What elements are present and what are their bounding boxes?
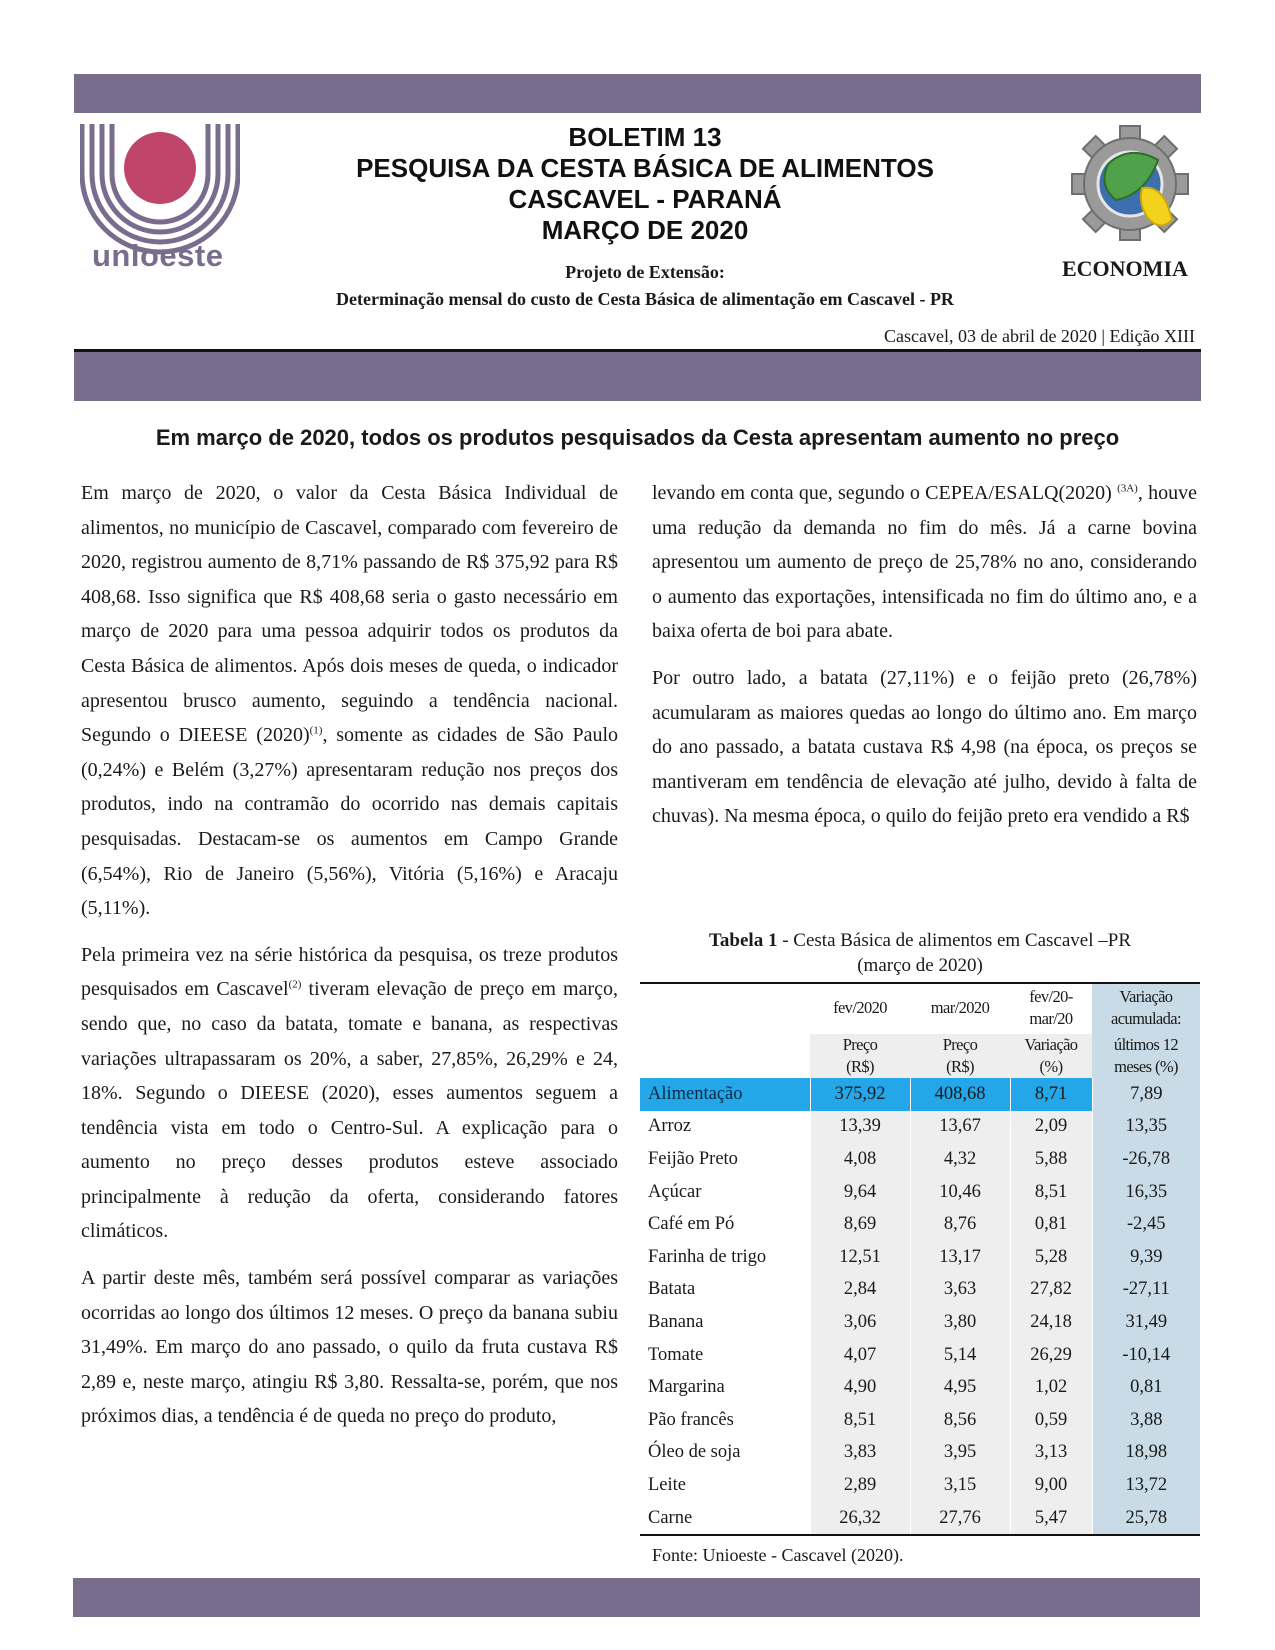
variation-12m: -26,78 — [1092, 1143, 1200, 1176]
variation-month: 8,51 — [1010, 1176, 1092, 1209]
price-mar: 13,17 — [910, 1241, 1010, 1274]
item-name: Leite — [648, 1474, 687, 1495]
price-mar: 8,56 — [910, 1404, 1010, 1437]
variation-month: 5,88 — [1010, 1143, 1092, 1176]
table-row — [640, 1306, 1200, 1339]
table-row — [640, 1371, 1200, 1404]
price-mar: 408,68 — [910, 1078, 1010, 1111]
variation-month: 5,47 — [1010, 1502, 1092, 1536]
price-fev: 2,84 — [810, 1274, 910, 1307]
top-band — [74, 74, 1201, 113]
header-acc-12m: últimos 12 meses (%) — [1092, 1034, 1200, 1078]
price-fev: 2,89 — [810, 1469, 910, 1502]
price-fev: 13,39 — [810, 1111, 910, 1144]
table-row — [640, 1143, 1200, 1176]
article-column-left — [81, 476, 618, 1446]
price-fev: 4,07 — [810, 1339, 910, 1372]
variation-12m: -10,14 — [1092, 1339, 1200, 1372]
variation-12m: 0,81 — [1092, 1371, 1200, 1404]
item-name: Pão francês — [648, 1409, 734, 1430]
variation-month: 0,81 — [1010, 1208, 1092, 1241]
table-row — [640, 1111, 1200, 1144]
table-row — [640, 1176, 1200, 1209]
price-fev: 375,92 — [810, 1078, 910, 1111]
price-mar: 3,15 — [910, 1469, 1010, 1502]
item-name: Arroz — [648, 1116, 692, 1137]
bottom-band — [73, 1578, 1200, 1617]
variation-12m: -2,45 — [1092, 1208, 1200, 1241]
header-var-period: fev/20- mar/20 — [1029, 987, 1073, 1028]
paragraph-3: A partir deste mês, também será possível comparar as variações ocorridas ao longo dos últimos 12 meses. O preço da banana subiu 31,49%. Em março do ano passado, o quilo da fruta custava R$ 2,89 e, neste março, atingiu R$ 3,80. Ressalta-se, porém, que nos próximos dias, a tendência é de queda no preço do produto, — [81, 1267, 618, 1428]
item-name: Carne — [640, 1502, 810, 1536]
table-row — [640, 1241, 1200, 1274]
item-name: Alimentação — [640, 1078, 810, 1111]
variation-month: 24,18 — [1010, 1306, 1092, 1339]
variation-12m: 18,98 — [1092, 1437, 1200, 1470]
table-row — [640, 1339, 1200, 1372]
price-mar: 4,95 — [910, 1371, 1010, 1404]
variation-month: 9,00 — [1010, 1469, 1092, 1502]
headline: Em março de 2020, todos os produtos pesquisados da Cesta apresentam aumento no preço — [155, 425, 1120, 450]
month-title: MARÇO DE 2020 — [541, 215, 749, 245]
item-name: Banana — [648, 1311, 704, 1332]
variation-month: 2,09 — [1010, 1111, 1092, 1144]
article-column-right — [652, 476, 1197, 846]
header-acc-label: Variação acumulada: — [1092, 983, 1200, 1034]
variation-12m: 31,49 — [1092, 1306, 1200, 1339]
dateline: Cascavel, 03 de abril de 2020 | Edição XIII — [884, 326, 1195, 346]
variation-12m: 13,72 — [1092, 1469, 1200, 1502]
header-price-mar: Preço (R$) — [910, 1034, 1010, 1078]
paragraph-4: levando em conta que, segundo o CEPEA/ESALQ(2020) $^{(3A)}$, houve uma redução da demanda no fim do mês. Já a carne bovina apresentou um aumento de preço de 25,78% no ano, considerando o aumento das exportações, intensificada no fim do último ano, e a baixa oferta de boi para abate. — [652, 482, 1197, 643]
item-name: Café em Pó — [648, 1214, 735, 1235]
footnote-ref: (1) — [309, 724, 323, 737]
table-row — [640, 1078, 1200, 1111]
table-body — [640, 1078, 1200, 1535]
variation-month: 3,13 — [1010, 1437, 1092, 1470]
economia-gear-logo — [1068, 124, 1193, 244]
variation-12m: 25,78 — [1092, 1502, 1200, 1536]
variation-month: 1,02 — [1010, 1371, 1092, 1404]
item-name: Tomate — [648, 1344, 704, 1365]
price-fev: 8,69 — [810, 1208, 910, 1241]
variation-12m: -27,11 — [1092, 1274, 1200, 1307]
price-fev: 8,51 — [810, 1404, 910, 1437]
variation-12m: 3,88 — [1092, 1404, 1200, 1437]
variation-month: 8,71 — [1010, 1078, 1092, 1111]
price-mar: 4,32 — [910, 1143, 1010, 1176]
item-name: Óleo de soja — [648, 1442, 741, 1463]
paragraph-1: Em março de 2020, o valor da Cesta Básica Individual de alimentos, no município de Cascavel, comparado com fevereiro de 2020, registrou aumento de 8,71% passando de R$ 375,92 para R$ 408,68. Isso significa que R$ 408,68 seria o gasto necessário em março de 2020 para uma pessoa adquirir todos os produtos da Cesta Básica de alimentos. Após dois meses de queda, o indicador apresentou brusco aumento, seguindo a tendência nacional. Segundo o DIEESE $(2020)^{(1)}$, somente as cidades de São Paulo (0,24%) e Belém (3,27%) apresentaram redução nos preços dos produtos, indo na contramão do ocorrido nas demais capitais pesquisadas. Destacam-se os aumentos em Campo Grande (6,54%), Rio de Janeiro (5,56%), Vitória (5,16%) e Aracaju (5,11%). — [81, 482, 619, 920]
price-mar: 27,76 — [910, 1502, 1010, 1536]
item-name: Batata — [648, 1279, 696, 1300]
price-fev: 4,90 — [810, 1371, 910, 1404]
item-name: Margarina — [648, 1377, 725, 1398]
price-fev: 3,83 — [810, 1437, 910, 1470]
price-mar: 8,76 — [910, 1208, 1010, 1241]
survey-title: PESQUISA DA CESTA BÁSICA DE ALIMENTOS — [356, 153, 934, 183]
table-row — [640, 1274, 1200, 1307]
footnote-ref: (3A) — [1117, 482, 1138, 495]
footnote-ref: (2) — [288, 978, 302, 991]
variation-12m: 7,89 — [1092, 1078, 1200, 1111]
table-row — [640, 1437, 1200, 1470]
header-fev: fev/2020 — [833, 998, 887, 1017]
table-caption — [640, 928, 1200, 978]
price-fev: 12,51 — [810, 1241, 910, 1274]
item-name: Farinha de trigo — [648, 1246, 767, 1267]
price-fev: 9,64 — [810, 1176, 910, 1209]
variation-month: 26,29 — [1010, 1339, 1092, 1372]
variation-12m: 9,39 — [1092, 1241, 1200, 1274]
item-name: Feijão Preto — [648, 1148, 738, 1169]
table-row — [640, 1208, 1200, 1241]
department-label: ECONOMIA — [1062, 256, 1188, 281]
price-mar: 13,67 — [910, 1111, 1010, 1144]
city-title: CASCAVEL - PARANÁ — [508, 184, 782, 214]
price-mar: 3,80 — [910, 1306, 1010, 1339]
price-mar: 3,95 — [910, 1437, 1010, 1470]
price-fev: 26,32 — [810, 1502, 910, 1536]
table-period: (março de 2020) — [857, 955, 983, 976]
header-price-fev: Preço (R$) — [810, 1034, 910, 1078]
price-mar: 3,63 — [910, 1274, 1010, 1307]
header-mar: mar/2020 — [930, 998, 990, 1017]
logo-text: unioeste — [92, 238, 224, 273]
table-row — [640, 1502, 1200, 1536]
middle-band — [74, 352, 1201, 401]
table-title: - Cesta Básica de alimentos em Cascavel –PR — [777, 930, 1131, 951]
price-table — [640, 982, 1200, 1536]
table-row — [640, 1404, 1200, 1437]
variation-month: 0,59 — [1010, 1404, 1092, 1437]
header-var-pct: Variação (%) — [1010, 1034, 1092, 1078]
paragraph-5: Por outro lado, a batata (27,11%) e o feijão preto (26,78%) acumularam as maiores quedas ao longo do último ano. Em março do ano passado, a batata custava R$ 4,98 (na época, os preços se mantiveram em tendência de elevação até julho, devido à falta de chuvas). Na mesma época, o quilo do feijão preto era vendido a R$ — [652, 666, 1197, 828]
variation-month: 5,28 — [1010, 1241, 1092, 1274]
project-description: Determinação mensal do custo de Cesta Básica de alimentação em Cascavel - PR — [336, 289, 954, 309]
variation-month: 27,82 — [1010, 1274, 1092, 1307]
paragraph-2: Pela primeira vez na série histórica da pesquisa, os treze produtos pesquisados em Cascavel$^{(2)}$ tiveram elevação de preço em março, sendo que, no caso da batata, tomate e banana, as respectivas variações ultrapassaram os 20%, a saber, 27,85%, 26,29% e 24, 18%. Segundo o DIEESE (2020), esses aumentos seguem a tendência vista em todo o Centro-Sul. A explicação para o aumento no preço desses produtos esteve associado principalmente à redução da oferta, considerando fatores climáticos. — [81, 943, 618, 1243]
price-mar: 5,14 — [910, 1339, 1010, 1372]
project-label: Projeto de Extensão: — [565, 262, 725, 282]
table-number: Tabela 1 — [709, 930, 778, 951]
price-mar: 10,46 — [910, 1176, 1010, 1209]
item-name: Açúcar — [648, 1181, 702, 1202]
bulletin-title: BOLETIM 13 — [568, 122, 722, 152]
variation-12m: 13,35 — [1092, 1111, 1200, 1144]
price-fev: 3,06 — [810, 1306, 910, 1339]
table-row — [640, 1469, 1200, 1502]
table-source: Fonte: Unioeste - Cascavel (2020). — [652, 1545, 904, 1565]
price-fev: 4,08 — [810, 1143, 910, 1176]
variation-12m: 16,35 — [1092, 1176, 1200, 1209]
